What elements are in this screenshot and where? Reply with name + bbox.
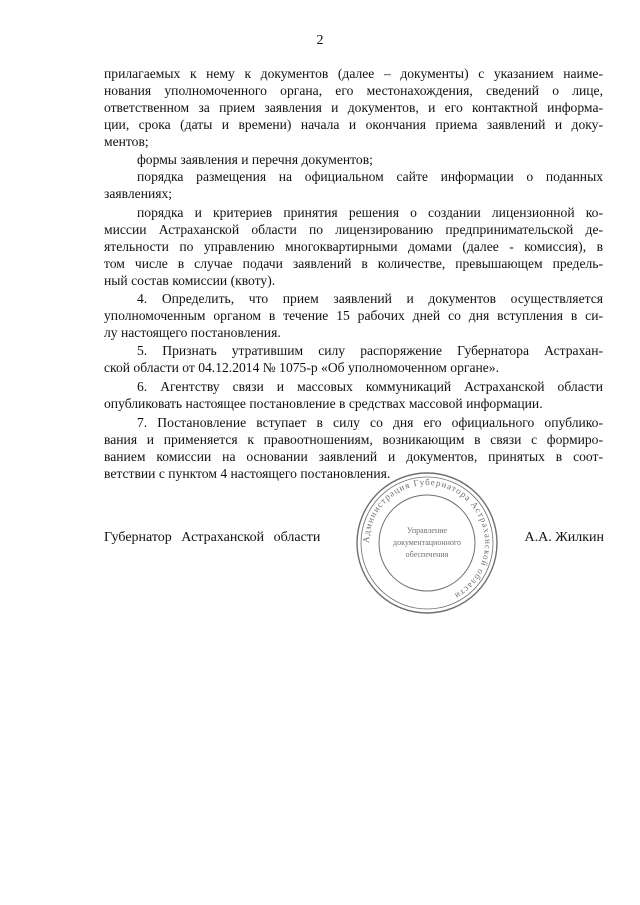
text-line: лу настоящего постановления. <box>104 325 281 340</box>
text-line: миссии Астраханской области по лицензированию предпринимательской де- <box>104 222 603 237</box>
stamp-inner-line: Управление <box>406 526 448 535</box>
text-line: ской области от 04.12.2014 № 1075-р «Об уполномоченном органе». <box>104 360 499 375</box>
text-line: порядка и критериев принятия решения о создании лицензионной ко- <box>137 205 603 220</box>
text-line: вания и применяется к правоотношениям, возникающим в связи с формиро- <box>104 432 603 447</box>
text-line: ный состав комиссии (квоту). <box>104 273 276 288</box>
text-line: ятельности по управлению многоквартирными домами (далее - комиссия), в <box>104 239 603 254</box>
signatory-position: Губернатор Астраханской области <box>104 530 321 545</box>
text-line: ответственном за прием заявления и документов, и его контактной информа- <box>104 100 603 115</box>
text-line: формы заявления и перечня документов; <box>137 152 373 167</box>
text-line: том числе в случае подачи заявлений в количестве, превышающем предель- <box>104 256 603 271</box>
text-line: 4. Определить, что прием заявлений и документов осуществляется <box>137 291 603 306</box>
page-number: 2 <box>316 33 324 48</box>
text-line: ментов; <box>104 134 149 149</box>
stamp-outer-text: Администрация Губернатора Астраханской области <box>360 476 494 602</box>
signatory-name: А.А. Жилкин <box>524 530 604 545</box>
text-line: уполномоченным органом в течение 15 рабочих дней со дня вступления в си- <box>104 308 603 323</box>
text-line: нования уполномоченного органа, его местонахождения, сведений о лице, <box>104 83 603 98</box>
stamp-inner-line: обеспечения <box>405 550 449 559</box>
stamp-inner-line: документационного <box>393 538 461 547</box>
text-line: 7. Постановление вступает в силу со дня его официального опублико- <box>137 415 603 430</box>
text-line: 5. Признать утратившим силу распоряжение Губернатора Астрахан- <box>137 343 603 358</box>
text-line: прилагаемых к нему к документов (далее – документы) с указанием наиме- <box>104 66 603 81</box>
stamp-seal <box>353 469 501 617</box>
text-line: ветствии с пунктом 4 настоящего постановления. <box>104 466 391 481</box>
text-line: порядка размещения на официальном сайте информации о поданных <box>137 169 603 184</box>
text-line: заявлениях; <box>104 186 173 201</box>
official-stamp <box>353 469 501 617</box>
text-line: ции, срока (даты и времени) начала и окончания приема заявлений и доку- <box>104 117 603 132</box>
text-line: 6. Агентству связи и массовых коммуникаций Астраханской области <box>137 379 603 394</box>
text-line: ванием комиссии на основании заявлений и документов, принятых в соот- <box>104 449 603 464</box>
text-line: опубликовать настоящее постановление в средствах массовой информации. <box>104 396 543 411</box>
